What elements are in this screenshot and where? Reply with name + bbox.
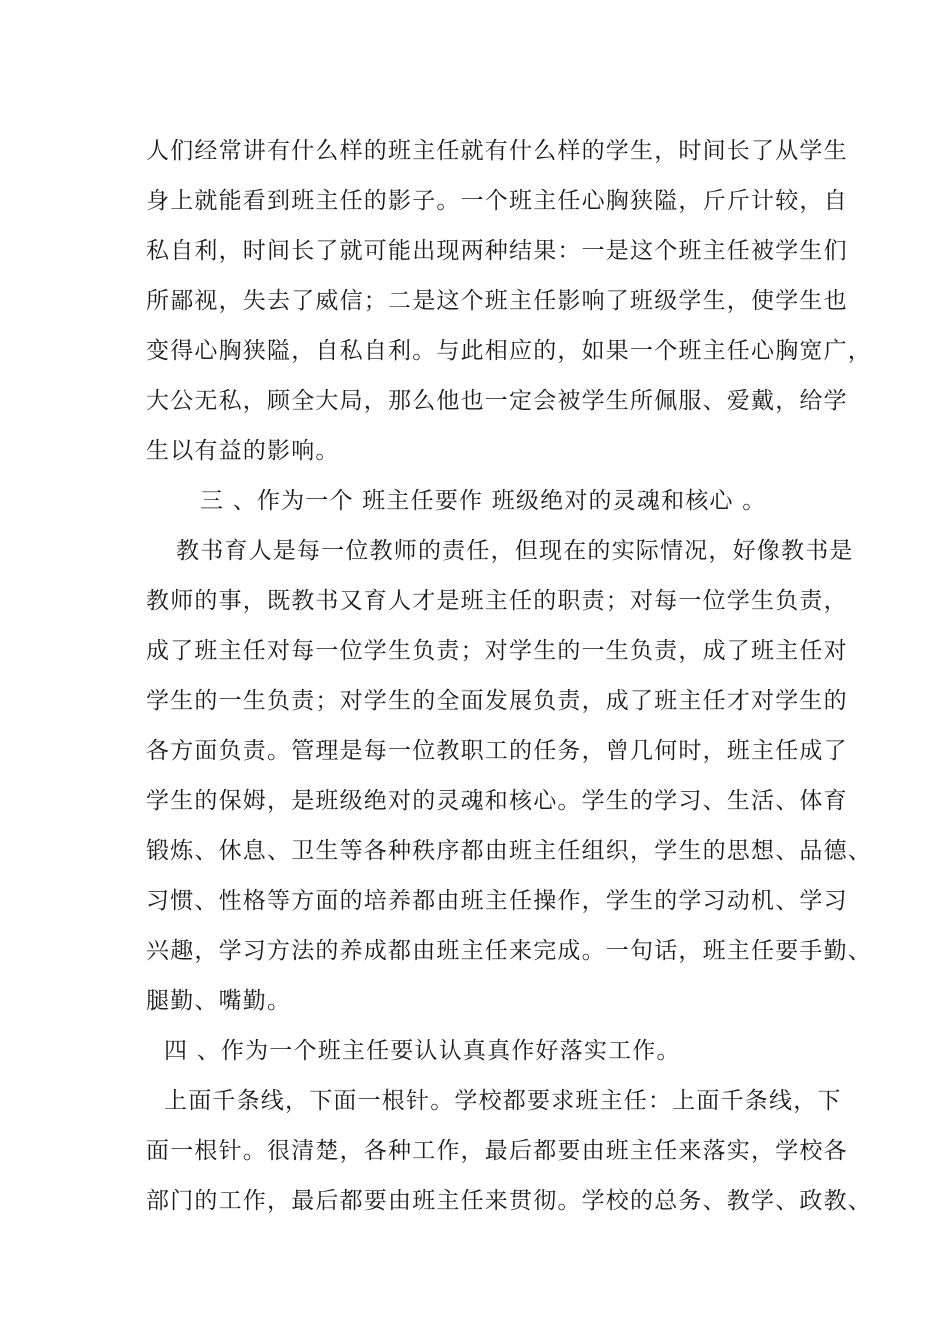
section-heading-4: 四 、作为一个班主任要认认真真作好落实工作。	[164, 1038, 681, 1064]
body-text-line: 私自利，时间长了就可能出现两种结果：一是这个班主任被学生们	[146, 238, 848, 264]
body-text-line: 成了班主任对每一位学生负责；对学生的一生负责，成了班主任对	[146, 638, 848, 664]
body-text-line: 上面千条线，下面一根针。学校都要求班主任：上面千条线，下	[164, 1088, 842, 1114]
section-heading-3: 三 、作为一个 班主任要作 班级绝对的灵魂和核心 。	[200, 488, 767, 514]
body-text-line: 面一根针。很清楚，各种工作，最后都要由班主任来落实，学校各	[146, 1138, 848, 1164]
body-text-line: 学生的一生负责；对学生的全面发展负责，成了班主任才对学生的	[146, 688, 848, 714]
body-text-line: 腿勤、嘴勤。	[146, 988, 292, 1014]
body-text-line: 部门的工作，最后都要由班主任来贯彻。学校的总务、教学、政教、	[146, 1188, 872, 1214]
body-text-line: 学生的保姆，是班级绝对的灵魂和核心。学生的学习、生活、体育	[146, 788, 848, 814]
body-text-line: 人们经常讲有什么样的班主任就有什么样的学生，时间长了从学生	[146, 138, 848, 164]
body-text-line: 教师的事，既教书又育人才是班主任的职责；对每一位学生负责，	[146, 588, 848, 614]
body-text-line: 锻炼、休息、卫生等各种秩序都由班主任组织，学生的思想、品德、	[146, 838, 872, 864]
body-text-line: 生以有益的影响。	[146, 438, 340, 464]
body-text-line: 各方面负责。管理是每一位教职工的任务，曾几何时，班主任成了	[146, 738, 848, 764]
body-text-line: 习惯、性格等方面的培养都由班主任操作，学生的学习动机、学习	[146, 888, 848, 914]
body-text-line: 教书育人是每一位教师的责任，但现在的实际情况，好像教书是	[176, 538, 854, 564]
body-text-line: 变得心胸狭隘，自私自利。与此相应的，如果一个班主任心胸宽广，	[146, 338, 872, 364]
body-text-line: 兴趣，学习方法的养成都由班主任来完成。一句话，班主任要手勤、	[146, 938, 872, 964]
body-text-line: 所鄙视，失去了威信；二是这个班主任影响了班级学生，使学生也	[146, 288, 848, 314]
body-text-line: 大公无私，顾全大局，那么他也一定会被学生所佩服、爱戴，给学	[146, 388, 848, 414]
body-text-line: 身上就能看到班主任的影子。一个班主任心胸狭隘，斤斤计较，自	[146, 188, 848, 214]
